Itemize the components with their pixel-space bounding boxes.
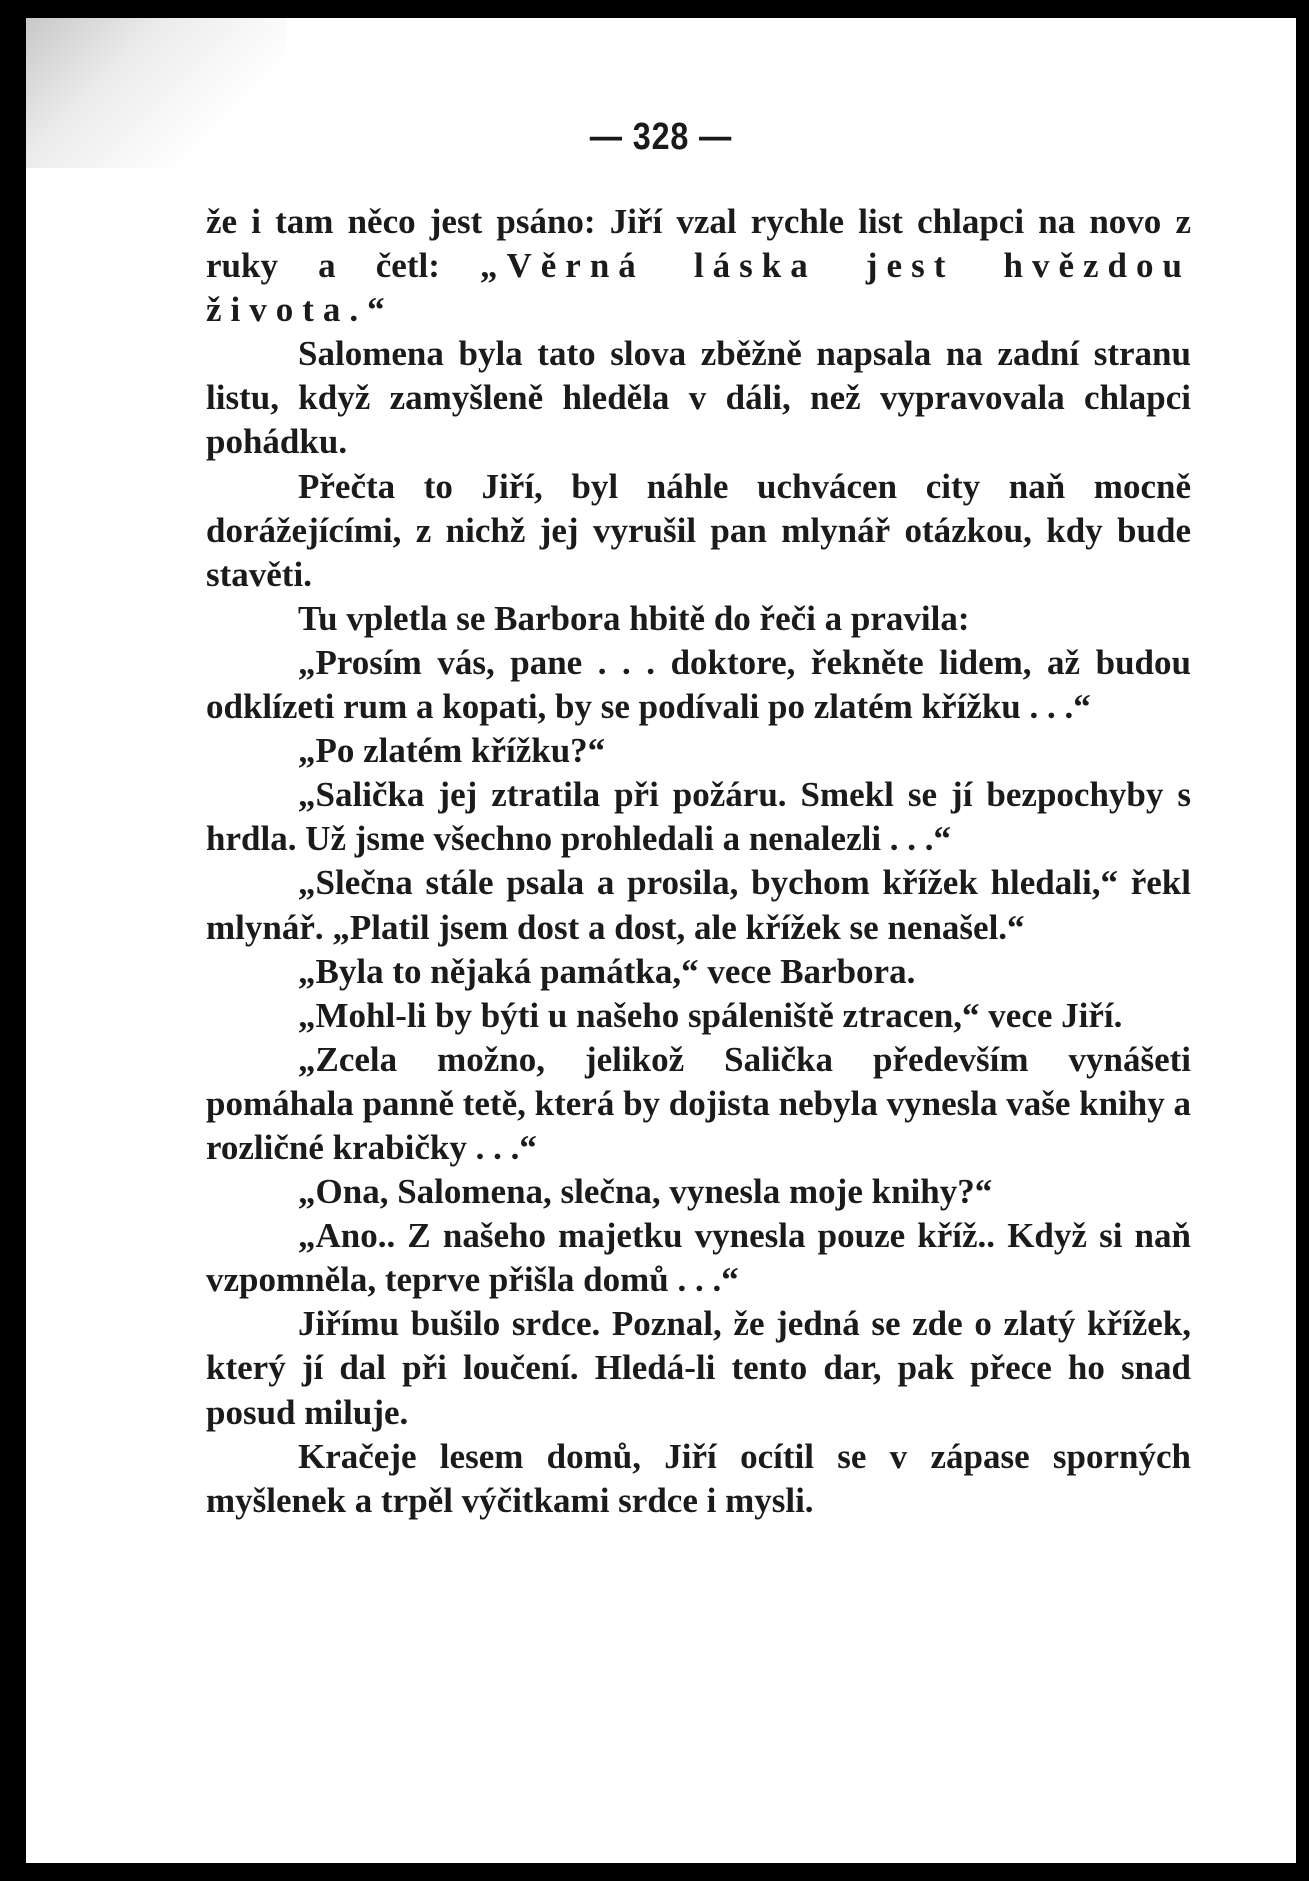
paragraph-2: Salomena byla tato slova zběžně napsala na zadní stranu listu, když zamyšleně hleděla v dáli, než vypravovala chlapci pohádku. [206,334,1191,462]
paragraph-8: „Slečna stále psala a prosila, bychom křížek hledali,“ řekl mlynář. „Platil jsem dost a dost, ale křížek se nenašel.“ [206,863,1191,947]
paragraph-3: Přečta to Jiří, byl náhle uchvácen city naň mocně dorážejícími, z nichž jej vyrušil pan mlynář otázkou, kdy bude stavěti. [206,466,1191,594]
paragraph-14: Jiřímu bušilo srdce. Poznal, že jedná se zde o zlatý křížek, který jí dal při loučení. Hledá-li tento dar, pak přece ho snad posud miluje. [206,1304,1191,1432]
paragraph-11: „Zcela možno, jelikož Salička především vynášeti pomáhala panně tetě, která by dojista nebyla vynesla vaše knihy a rozličné krabičky . . .“ [206,1039,1191,1167]
paragraph-12: „Ona, Salomena, slečna, vynesla moje knihy?“ [298,1172,993,1212]
body-text [206,200,1191,1523]
paragraph-15: Kračeje lesem domů, Jiří ocítil se v zápase sporných myšlenek a trpěl výčitkami srdce i mysli. [206,1436,1191,1520]
paragraph-10: „Mohl-li by býti u našeho spáleniště ztracen,“ vece Jiří. [298,995,1123,1035]
paragraph-13: „Ano.. Z našeho majetku vynesla pouze kříž.. Když si naň vzpomněla, teprve přišla domů . . .“ [206,1216,1191,1300]
book-page [26,18,1296,1863]
paragraph-7: „Salička jej ztratila při požáru. Smekl se jí bezpochyby s hrdla. Už jsme všechno prohledali a nenalezli . . .“ [206,775,1191,859]
paragraph-5: „Prosím vás, pane . . . doktore, řekněte lidem, až budou odklízeti rum a kopati, by se podívali po zlatém křížku . . .“ [206,642,1191,727]
paragraph-4: Tu vpletla se Barbora hbitě do řeči a pravila: [298,598,970,638]
paragraph-6: „Po zlatém křížku?“ [298,731,606,771]
paragraph-9: „Byla to nějaká památka,“ vece Barbora. [298,951,916,991]
spaced-quote: „Věrná láska jest hvězdou života.“ [206,246,1191,330]
paragraph-1 [206,200,1191,332]
paragraph-text: že i tam něco jest psáno: Jiří vzal rychle list chlapci na novo z ruky a četl: [206,202,1191,286]
page-number: — 328 — [589,116,733,158]
